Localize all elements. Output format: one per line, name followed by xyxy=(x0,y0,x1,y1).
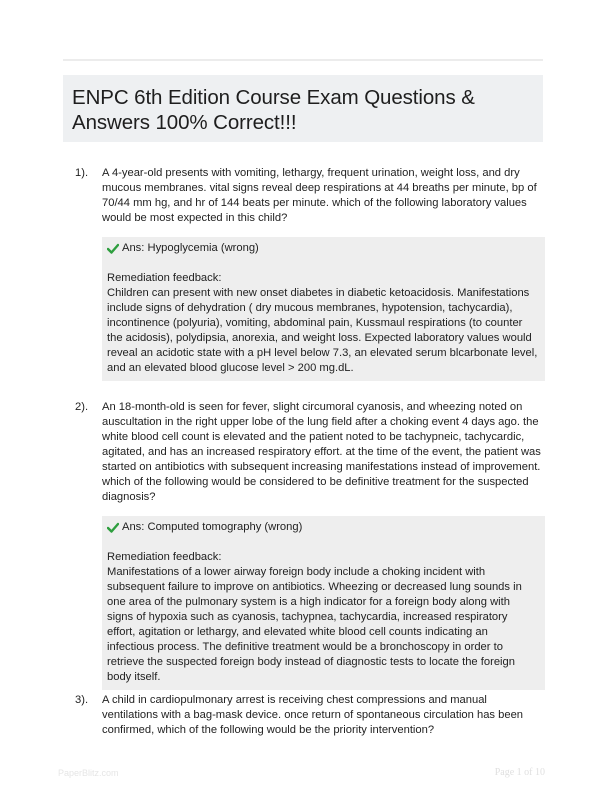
question-3 xyxy=(75,693,545,738)
answer-line xyxy=(107,520,538,535)
question-number: 1). xyxy=(75,167,89,179)
question-text: An 18-month-old is seen for fever, slight circumoral cyanosis, and wheezing noted on auscultation in the right upper lobe of the lung field after a choking event 4 days ago. the white blood cell count is elevated and the patient noted to be tachypneic, tachycardic, agitated, and has an increased respiratory effort. at the time of the event, the patient was started on antibiotics with subsequent increasing manifestations instead of improvement. which of the following would be considered to be definitive treatment for the suspected diagnosis? xyxy=(102,401,541,503)
remediation-label: Remediation feedback: xyxy=(107,272,222,284)
check-icon xyxy=(107,522,119,533)
top-divider xyxy=(63,59,543,61)
question-number: 2). xyxy=(75,401,89,413)
answer-box xyxy=(102,516,545,690)
question-number: 3). xyxy=(75,694,89,706)
question-text: A 4-year-old presents with vomiting, lethargy, frequent urination, weight loss, and dry mucous membranes. vital signs reveal deep respirations at 44 breaths per minute, bp of 70/44 mm hg, and hr of 144 beats per minute. which of the following laboratory values would be most expected in this child? xyxy=(102,167,537,224)
check-icon xyxy=(107,243,119,254)
answer-box xyxy=(102,237,545,381)
question-2 xyxy=(75,400,545,690)
title-banner xyxy=(63,75,543,142)
remediation-text: Children can present with new onset diabetes in diabetic ketoacidosis. Manifestations include signs of dehydration ( dry mucous membranes, hypotension, tachycardia), incontinence (polyuria), vomiting, abdominal pain, Kussmaul respirations (to counter the acidosis), polydipsia, anorexia, and weight loss. Expected laboratory values would reveal an acidotic state with a pH level below 7.3, an elevated serum blcarbonate level, and an elevated blood glucose level > 200 mg.dL. xyxy=(107,287,538,374)
remediation-text: Manifestations of a lower airway foreign body include a choking incident with subsequent failure to improve on antibiotics. Wheezing or decreased lung sounds in one area of the pulmonary system is a high indicator for a foreign body along with signs of hypoxia such as cyanosis, tachypnea, tachycardia, increased respiratory effort, agitation or lethargy, and elevated white blood cell counts indicating an infectious process. The definitive treatment would be a bronchoscopy in order to retrieve the suspected foreign body instead of diagnostic tests to locate the foreign body itself. xyxy=(107,566,522,683)
answer-text: Ans: Computed tomography (wrong) xyxy=(122,521,303,533)
answer-text: Ans: Hypoglycemia (wrong) xyxy=(122,242,259,254)
answer-line xyxy=(107,241,538,256)
remediation-label: Remediation feedback: xyxy=(107,551,222,563)
page-indicator: Page 1 of 10 xyxy=(494,767,545,778)
footer-watermark: PaperBlitz.com xyxy=(58,768,119,778)
question-1 xyxy=(75,166,545,381)
question-text: A child in cardiopulmonary arrest is receiving chest compressions and manual ventilations with a bag-mask device. once return of spontaneous circulation has been confirmed, which of the following would be the priority intervention? xyxy=(102,694,524,736)
page-title: ENPC 6th Edition Course Exam Questions & Answers 100% Correct!!! xyxy=(72,86,475,134)
